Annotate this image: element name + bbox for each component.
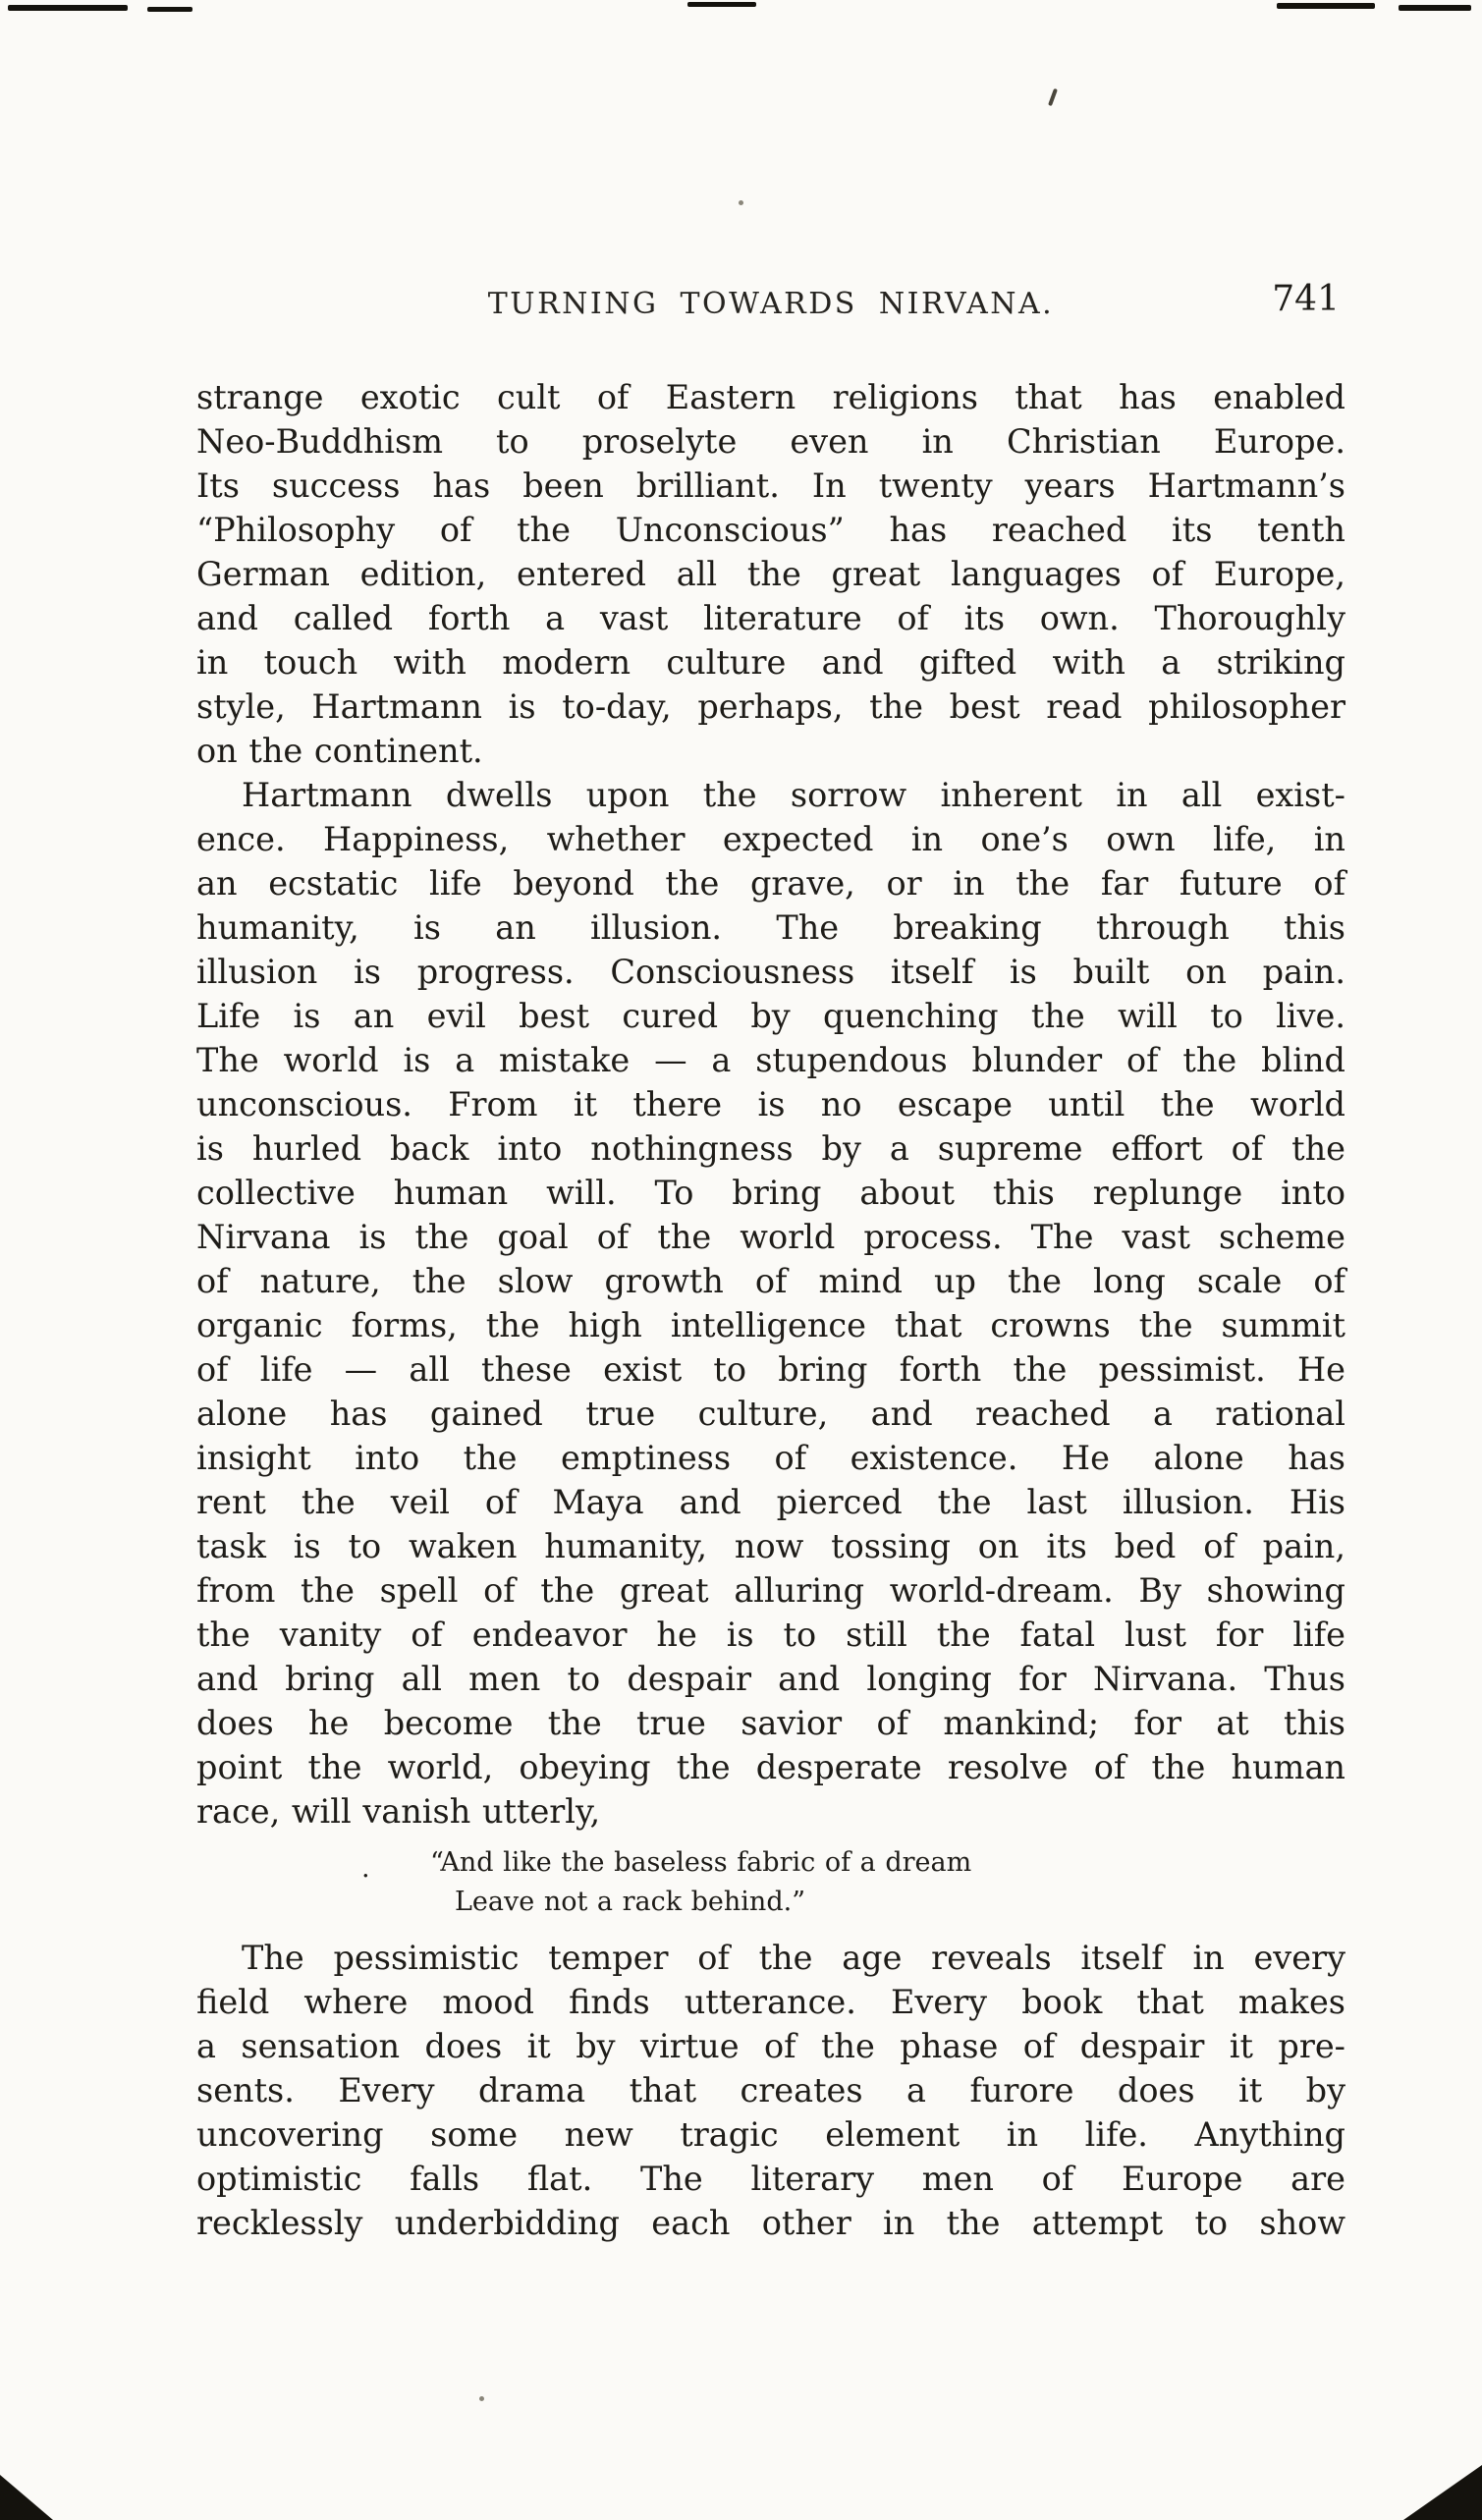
text-line: an ecstatic life beyond the grave, or in the far future of xyxy=(196,864,1345,903)
quote xyxy=(196,1843,1345,1922)
paragraph xyxy=(196,375,1345,773)
text-line: Its success has been brilliant. In twenty years Hartmann’s xyxy=(196,466,1345,505)
text-line: on the continent. xyxy=(196,732,483,770)
text-line: from the spell of the great alluring world-dream. By showing xyxy=(196,1571,1345,1610)
text-line: unconscious. From it there is no escape until the world xyxy=(196,1085,1345,1123)
text-line: is hurled back into nothingness by a supreme effort of the xyxy=(196,1129,1345,1168)
text-line: of nature, the slow growth of mind up the long scale of xyxy=(196,1262,1345,1300)
text-line: a sensation does it by virtue of the phase of despair it pre- xyxy=(196,2027,1345,2065)
text-line: The world is a mistake — a stupendous blunder of the blind xyxy=(196,1041,1345,1079)
text-line: point the world, obeying the desperate resolve of the human xyxy=(196,1748,1345,1786)
running-header-title: TURNING TOWARDS NIRVANA. xyxy=(487,287,1055,321)
text-line: task is to waken humanity, now tossing on its bed of pain, xyxy=(196,1527,1345,1565)
scan-mark-top-center xyxy=(687,2,756,7)
text-line: Life is an evil best cured by quenching the will to live. xyxy=(196,997,1345,1035)
text-line: humanity, is an illusion. The breaking through this xyxy=(196,908,1345,947)
text-line: sents. Every drama that creates a furore does it by xyxy=(196,2071,1345,2109)
scan-mark-top-left-2 xyxy=(147,7,192,12)
stray-dot-mark: . xyxy=(361,1853,370,1884)
text-line: organic forms, the high intelligence that crowns the summit xyxy=(196,1306,1345,1344)
text-line: recklessly underbidding each other in the attempt to show xyxy=(196,2204,1345,2242)
text-line: insight into the emptiness of existence. He alone has xyxy=(196,1439,1345,1477)
running-header xyxy=(196,279,1345,334)
page-number: 741 xyxy=(1272,279,1340,319)
text-line: Leave not a rack behind.” xyxy=(455,1887,805,1917)
text-line: of life — all these exist to bring forth the pessimist. He xyxy=(196,1350,1345,1389)
text-line: race, will vanish utterly, xyxy=(196,1792,601,1831)
paragraph xyxy=(196,773,1345,1834)
text-line: “Philosophy of the Unconscious” has reached its tenth xyxy=(196,511,1345,549)
paragraph xyxy=(196,1936,1345,2245)
text-line: “And like the baseless fabric of a dream xyxy=(430,1847,972,1878)
page-content xyxy=(196,279,1345,2245)
scan-speck xyxy=(739,200,743,205)
scan-speck xyxy=(1048,88,1058,106)
text-line: style, Hartmann is to-day, perhaps, the best read philosopher xyxy=(196,687,1345,726)
scan-speck xyxy=(479,2396,484,2401)
text-line: in touch with modern culture and gifted with a striking xyxy=(196,643,1345,682)
scan-mark-top-left xyxy=(8,5,128,11)
text-line: uncovering some new tragic element in life. Anything xyxy=(196,2115,1345,2154)
text-line: German edition, entered all the great languages of Europe, xyxy=(196,555,1345,593)
text-line: optimistic falls flat. The literary men of Europe are xyxy=(196,2160,1345,2198)
text-line: Nirvana is the goal of the world process. The vast scheme xyxy=(196,1218,1345,1256)
text-line: strange exotic cult of Eastern religions that has enabled xyxy=(196,378,1345,416)
text-line: and bring all men to despair and longing for Nirvana. Thus xyxy=(196,1660,1345,1698)
text-line: and called forth a vast literature of its own. Thoroughly xyxy=(196,599,1345,637)
text-line: does he become the true savior of mankind; for at this xyxy=(196,1704,1345,1742)
text-line: illusion is progress. Consciousness itself is built on pain. xyxy=(196,953,1345,991)
text-line: collective human will. To bring about this replunge into xyxy=(196,1174,1345,1212)
scan-shadow-bottom-left xyxy=(0,2475,53,2520)
page-body xyxy=(196,375,1345,2245)
text-line: Neo-Buddhism to proselyte even in Christian Europe. xyxy=(196,422,1345,461)
text-line: The pessimistic temper of the age reveals itself in every xyxy=(242,1939,1345,1977)
text-line: Hartmann dwells upon the sorrow inherent in all exist- xyxy=(242,776,1345,814)
scan-mark-top-right-2 xyxy=(1399,5,1471,11)
scan-shadow-bottom-right xyxy=(1403,2465,1482,2520)
text-line: alone has gained true culture, and reached a rational xyxy=(196,1395,1345,1433)
text-line: field where mood finds utterance. Every book that makes xyxy=(196,1983,1345,2021)
scan-mark-top-right xyxy=(1277,3,1375,9)
text-line: rent the veil of Maya and pierced the last illusion. His xyxy=(196,1483,1345,1521)
text-line: ence. Happiness, whether expected in one’s own life, in xyxy=(196,820,1345,858)
text-line: the vanity of endeavor he is to still the fatal lust for life xyxy=(196,1616,1345,1654)
